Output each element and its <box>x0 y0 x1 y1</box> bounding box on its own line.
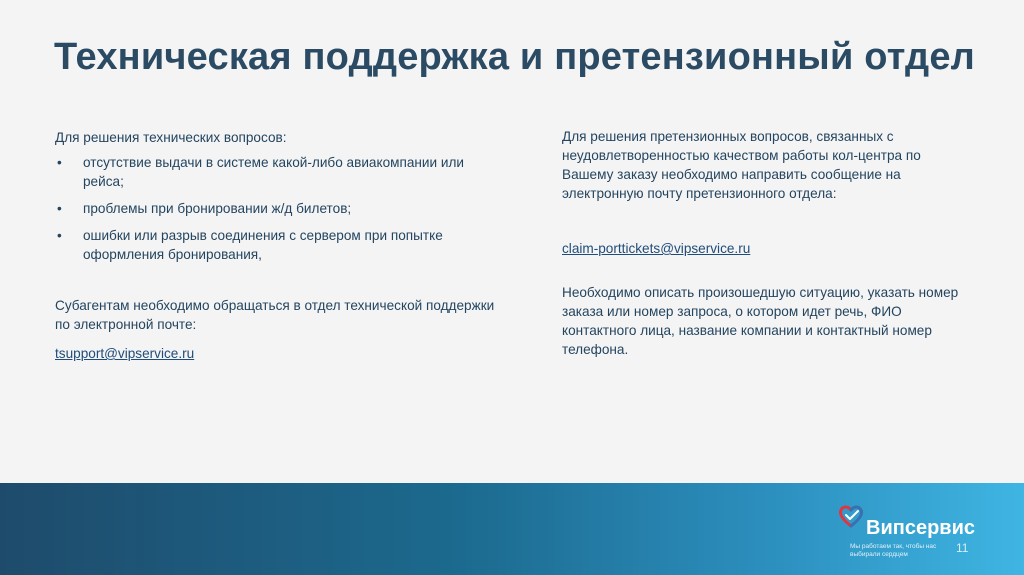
bullet-icon: • <box>57 155 62 170</box>
bullet-icon: • <box>57 201 62 216</box>
subagents-text: Субагентам необходимо обращаться в отдел технической поддержки по электронной почте: <box>55 298 495 332</box>
vipservice-logo <box>838 503 998 563</box>
list-item <box>55 153 495 191</box>
logo-name: Випсервис <box>866 517 975 539</box>
list-item <box>55 226 495 264</box>
list-item <box>55 199 495 218</box>
logo-tagline: Мы работаем так, чтобы нас выбирали сердцем <box>850 543 937 558</box>
slide-title: Техническая поддержка и претензионный отдел <box>54 36 976 78</box>
claims-intro: Для решения претензионных вопросов, связанных с неудовлетворенностью качеством работы кол-центра по Вашему заказу необходимо направить сообщение на электронную почту претензионного отдела: <box>562 129 921 201</box>
list-item-text: ошибки или разрыв соединения с сервером при попытке оформления бронирования, <box>83 228 443 262</box>
list-item-text: отсутствие выдачи в системе какой-либо авиакомпании или рейса; <box>83 155 465 189</box>
claims-column <box>562 127 972 359</box>
claims-email-link[interactable]: claim-porttickets@vipservice.ru <box>562 241 751 256</box>
tech-support-column <box>55 128 495 363</box>
bullet-icon: • <box>57 228 62 243</box>
heart-check-icon <box>838 503 864 529</box>
tech-issues-list <box>55 153 495 264</box>
page-number: 11 <box>956 541 969 555</box>
claims-instructions: Необходимо описать произошедшую ситуацию, указать номер заказа или номер запроса, о котором идет речь, ФИО контактного лица, название компании и контактный номер телефона. <box>562 285 959 357</box>
tech-support-email-link[interactable]: tsupport@vipservice.ru <box>55 346 195 361</box>
tech-intro: Для решения технических вопросов: <box>55 130 287 145</box>
list-item-text: проблемы при бронировании ж/д билетов; <box>83 201 352 216</box>
